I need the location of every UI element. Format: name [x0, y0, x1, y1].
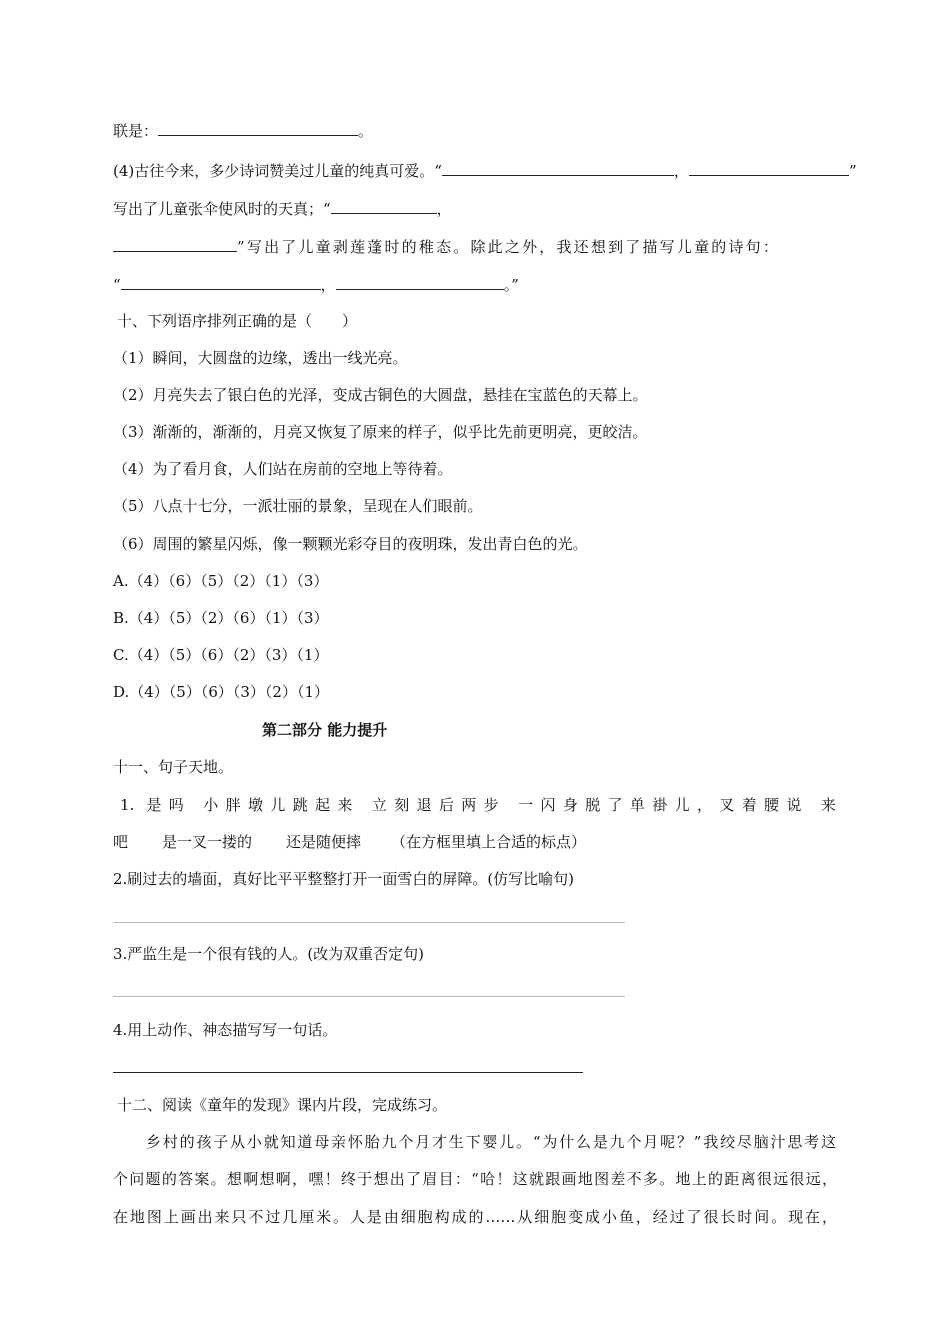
question-text: (4)古往今来，多少诗词赞美过儿童的纯真可爱。“	[113, 162, 442, 180]
line-umbrella	[113, 197, 452, 220]
punctuation: ，	[320, 276, 336, 294]
sentence-fragment: 还是随便摔	[286, 833, 362, 851]
q10-item-4: （4）为了看月食，人们站在房前的空地上等待着。	[113, 460, 453, 478]
q12-title: 十二、阅读《童年的发现》课内片段，完成练习。	[117, 1096, 448, 1114]
answer-line[interactable]	[113, 996, 625, 997]
sentence-fragment: 立刻退后两步	[371, 796, 507, 814]
q11-title: 十一、句子天地。	[113, 758, 234, 776]
punctuation: ，	[673, 162, 689, 180]
sentence-fragment: 是一叉一搂的	[162, 833, 253, 851]
q11-sentence-1	[120, 794, 836, 816]
line-poem-question	[113, 159, 857, 182]
part2-heading: 第二部分 能力提升	[262, 721, 388, 739]
punctuation: 。	[358, 122, 374, 140]
answer-blank[interactable]	[158, 119, 358, 136]
q10-title: 十、下列语序排列正确的是（ ）	[117, 312, 358, 330]
couplet-label: 联是：	[113, 122, 159, 140]
q11-sentence-3: 3.严监生是一个很有钱的人。(改为双重否定句)	[113, 945, 425, 963]
sentence-fragment: 小胖墩儿跳起来	[203, 796, 360, 814]
answer-blank[interactable]	[113, 235, 237, 252]
punctuation: “	[113, 276, 121, 294]
answer-blank[interactable]	[442, 159, 674, 176]
q10-item-5: （5）八点十七分，一派壮丽的景象，呈现在人们眼前。	[113, 497, 483, 515]
q10-item-1: （1）瞬间，大圆盘的边缘，透出一线光亮。	[113, 349, 408, 367]
sentence-fragment: 来	[820, 796, 836, 814]
line-lotus	[113, 235, 780, 258]
line-extra-poem	[113, 273, 519, 296]
answer-blank[interactable]	[331, 197, 437, 214]
q12-paragraph-line-1: 乡村的孩子从小就知道母亲怀胎九个月才生下婴儿。“为什么是九个月呢？”我绞尽脑汁思考这	[146, 1133, 836, 1151]
answer-line[interactable]	[113, 1072, 583, 1073]
instruction: （在方框里填上合适的标点）	[391, 833, 587, 851]
answer-blank[interactable]	[689, 159, 849, 176]
question-text: 写出了儿童张伞使风时的天真；“	[113, 200, 331, 218]
line-couplet-end	[113, 119, 373, 142]
punctuation: 。”	[503, 276, 519, 294]
q10-item-6: （6）周围的繁星闪烁，像一颗颗光彩夺目的夜明珠，发出青白色的光。	[113, 535, 588, 553]
q11-sentence-4: 4.用上动作、神态描写写一句话。	[113, 1021, 338, 1039]
answer-line[interactable]	[113, 922, 625, 923]
q10-option-b[interactable]: B.（4）（5）（2）（6）（1）（3）	[113, 609, 329, 627]
item-number: 1.	[120, 796, 135, 814]
sentence-fragment: 是吗	[146, 796, 192, 814]
punctuation: ，	[436, 200, 452, 218]
q10-option-d[interactable]: D.（4）（5）（6）（3）（2）（1）	[113, 683, 330, 701]
punctuation: ”	[848, 162, 857, 180]
question-text: ”写出了儿童剥莲蓬时的稚态。除此之外，我还想到了描写儿童的诗句：	[237, 238, 781, 256]
answer-blank[interactable]	[121, 273, 321, 290]
q11-sentence-1b	[113, 831, 586, 853]
q10-option-c[interactable]: C.（4）（5）（6）（2）（3）（1）	[113, 646, 329, 664]
q10-item-2: （2）月亮失去了银白色的光泽，变成古铜色的大圆盘，悬挂在宝蓝色的天幕上。	[113, 386, 648, 404]
q12-paragraph-line-3: 在地图上画出来只不过几厘米。人是由细胞构成的……从细胞变成小鱼，经过了很长时间。现在，	[113, 1208, 837, 1226]
sentence-fragment: 吧	[113, 833, 129, 851]
q10-item-3: （3）渐渐的，渐渐的，月亮又恢复了原来的样子，似乎比先前更明亮，更皎洁。	[113, 423, 648, 441]
q11-sentence-2: 2.刷过去的墙面，真好比平平整整打开一面雪白的屏障。(仿写比喻句)	[113, 870, 575, 888]
q12-paragraph-line-2: 个问题的答案。想啊想啊，嘿！终于想出了眉目：“哈！这就跟画地图差不多。地上的距离很远很远，	[113, 1170, 837, 1188]
sentence-fragment: 一闪身脱了单褂儿，叉着腰说	[518, 796, 809, 814]
q10-option-a[interactable]: A.（4）（6）（5）（2）（1）（3）	[113, 572, 329, 590]
answer-blank[interactable]	[336, 273, 504, 290]
